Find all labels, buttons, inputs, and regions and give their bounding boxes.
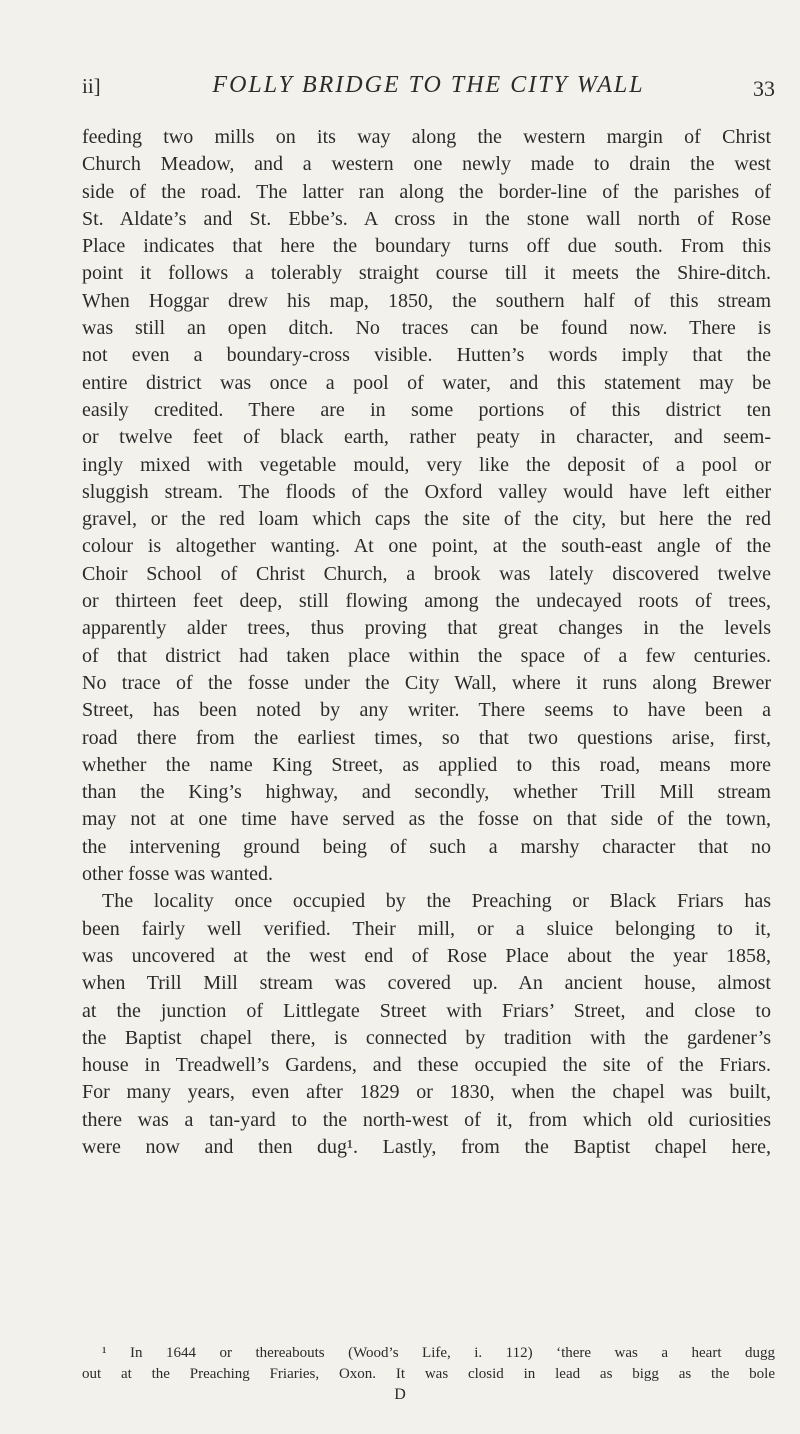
text-line: feeding two mills on its way along the western margin of Christ xyxy=(82,126,771,148)
text-line: or twelve feet of black earth, rather peaty in character, and seem- xyxy=(82,426,771,449)
text-line: been fairly well verified. Their mill, or a sluice belonging to it, xyxy=(82,917,771,940)
text-line: may not at one time have served as the fosse on that side of the town, xyxy=(82,808,771,831)
text-line: road there from the earliest times, so that two questions arise, first, xyxy=(82,726,771,749)
text-line: other fosse was wanted. xyxy=(82,863,274,886)
text-line: St. Aldate’s and St. Ebbe’s. A cross in the stone wall north of Rose xyxy=(82,207,771,230)
text-line: of that district had taken place within the space of a few centuries. xyxy=(82,644,771,667)
text-line: Place indicates that here the boundary turns off due south. From this xyxy=(82,235,771,258)
text-line: point it follows a tolerably straight course till it meets the Shire-ditch. xyxy=(82,262,771,285)
text-line: entire district was once a pool of water, and this statement may be xyxy=(82,371,771,394)
text-line: easily credited. There are in some portions of this district ten xyxy=(82,398,771,421)
page-number: 33 xyxy=(753,76,775,101)
text-line: colour is altogether wanting. At one point, at the south-east angle of the xyxy=(82,535,771,558)
running-title: FOLLY BRIDGE TO THE CITY WALL xyxy=(212,72,645,98)
text-line: the intervening ground being of such a marshy character that no xyxy=(82,835,771,858)
text-line: house in Treadwell’s Gardens, and these occupied the site of the Friars. xyxy=(82,1054,771,1077)
text-line: not even a boundary-cross visible. Hutten’s words imply that the xyxy=(82,344,771,367)
text-line: side of the road. The latter ran along the border-line of the parishes of xyxy=(82,180,771,203)
footnote-line: ¹ In 1644 or thereabouts (Wood’s Life, i. 112) ‘there was a heart dugg xyxy=(102,1345,775,1361)
text-line: sluggish stream. The floods of the Oxford valley would have left either xyxy=(82,480,771,503)
text-line: apparently alder trees, thus proving that great changes in the levels xyxy=(82,617,771,640)
chapter-marker: ii] xyxy=(82,74,101,98)
running-header xyxy=(82,74,775,108)
text-line: Choir School of Christ Church, a brook was lately discovered twelve xyxy=(82,562,771,585)
text-line: when Trill Mill stream was covered up. An ancient house, almost xyxy=(82,972,771,995)
text-line: Church Meadow, and a western one newly made to drain the west xyxy=(82,153,771,176)
text-line: The locality once occupied by the Preaching or Black Friars has xyxy=(102,890,771,913)
text-line: gravel, or the red loam which caps the site of the city, but here the red xyxy=(82,508,771,531)
text-line: Street, has been noted by any writer. There seems to have been a xyxy=(82,699,771,722)
signature-mark: D xyxy=(394,1386,406,1403)
text-line: whether the name King Street, as applied to this road, means more xyxy=(82,753,771,776)
text-line: No trace of the fosse under the City Wall, where it runs along Brewer xyxy=(82,671,771,694)
text-line: at the junction of Littlegate Street with Friars’ Street, and close to xyxy=(82,999,771,1022)
text-line: ingly mixed with vegetable mould, very like the deposit of a pool or xyxy=(82,453,771,476)
body-text xyxy=(82,124,771,1161)
text-line: was still an open ditch. No traces can be found now. There is xyxy=(82,317,771,340)
text-line: than the King’s highway, and secondly, whether Trill Mill stream xyxy=(82,781,771,804)
footnote-line: out at the Preaching Friaries, Oxon. It was closid in lead as bigg as the bole xyxy=(82,1366,775,1382)
footnotes xyxy=(82,1343,775,1385)
text-line: were now and then dug¹. Lastly, from the Baptist chapel here, xyxy=(82,1135,771,1158)
text-line: was uncovered at the west end of Rose Place about the year 1858, xyxy=(82,944,771,967)
text-line: For many years, even after 1829 or 1830, when the chapel was built, xyxy=(82,1081,771,1104)
text-line: or thirteen feet deep, still flowing among the undecayed roots of trees, xyxy=(82,590,771,613)
text-line: When Hoggar drew his map, 1850, the southern half of this stream xyxy=(82,289,771,312)
text-line: the Baptist chapel there, is connected by tradition with the gardener’s xyxy=(82,1026,771,1049)
text-line: there was a tan-yard to the north-west of it, from which old curiosities xyxy=(82,1108,771,1131)
